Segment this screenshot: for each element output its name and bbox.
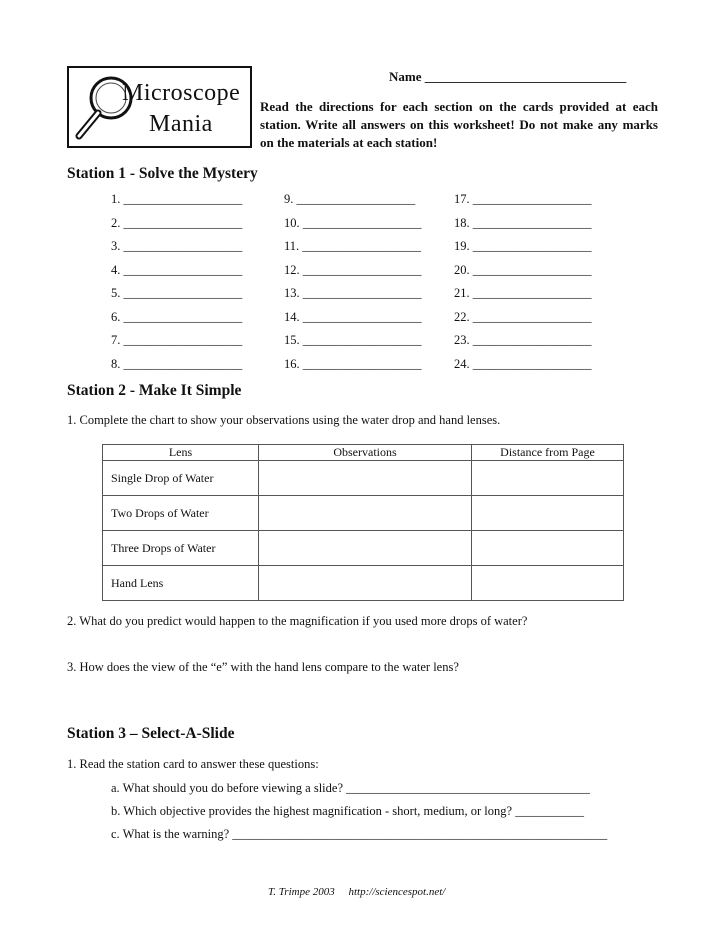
- distance-cell[interactable]: [472, 566, 624, 601]
- column-header-distance: Distance from Page: [472, 445, 624, 461]
- table-row: [103, 531, 624, 566]
- footer-author: T. Trimpe 2003: [268, 886, 335, 898]
- station1-answer-14[interactable]: 14. ___________________: [284, 309, 422, 324]
- station1-answer-10[interactable]: 10. ___________________: [284, 215, 422, 230]
- footer: [268, 886, 445, 898]
- microscope-mania-logo: [67, 66, 252, 148]
- station1-answer-22[interactable]: 22. ___________________: [454, 309, 592, 324]
- station1-answer-16[interactable]: 16. ___________________: [284, 356, 422, 371]
- station1-answer-2[interactable]: 2. ___________________: [111, 215, 243, 230]
- distance-cell[interactable]: [472, 496, 624, 531]
- station3-title: Station 3 – Select-A-Slide: [67, 725, 235, 742]
- name-field[interactable]: [389, 69, 626, 85]
- station3-question-1: 1. Read the station card to answer these questions:: [67, 757, 319, 771]
- observation-table: [102, 444, 624, 601]
- table-row: [103, 496, 624, 531]
- lens-cell: Hand Lens: [103, 566, 259, 601]
- station1-answer-8[interactable]: 8. ___________________: [111, 356, 243, 371]
- station2-title: Station 2 - Make It Simple: [67, 382, 242, 399]
- station3-question-a: a. What should you do before viewing a slide? _______________________________________: [111, 781, 590, 795]
- distance-cell[interactable]: [472, 531, 624, 566]
- station1-answer-12[interactable]: 12. ___________________: [284, 262, 422, 277]
- table-header-row: [103, 445, 624, 461]
- station1-answer-21[interactable]: 21. ___________________: [454, 286, 592, 300]
- station1-answer-20[interactable]: 20. ___________________: [454, 262, 592, 277]
- station1-answer-5[interactable]: 5. ___________________: [111, 286, 243, 300]
- station2-question-2: 2. What do you predict would happen to the magnification if you used more drops of water?: [67, 614, 528, 628]
- station1-answer-17[interactable]: 17. ___________________: [454, 192, 592, 206]
- observations-cell[interactable]: [259, 461, 472, 496]
- station2-question-1: 1. Complete the chart to show your observations using the water drop and hand lenses.: [67, 413, 501, 427]
- directions-text: Read the directions for each section on the cards provided at each station. Write all answers on this worksheet! Do not make any marks on the materials at each station!: [260, 99, 658, 150]
- observations-cell[interactable]: [259, 531, 472, 566]
- table-row: [103, 566, 624, 601]
- column-header-lens: Lens: [103, 445, 259, 461]
- station1-answer-18[interactable]: 18. ___________________: [454, 215, 592, 230]
- observations-cell[interactable]: [259, 496, 472, 531]
- station1-answer-7[interactable]: 7. ___________________: [111, 333, 243, 347]
- lens-cell: Single Drop of Water: [103, 461, 259, 496]
- station1-answer-19[interactable]: 19. ___________________: [454, 239, 592, 253]
- distance-cell[interactable]: [472, 461, 624, 496]
- footer-url[interactable]: http://sciencespot.net/: [348, 886, 446, 898]
- lens-cell: Two Drops of Water: [103, 496, 259, 531]
- logo-title-line2: Mania: [149, 111, 213, 137]
- station1-answer-3[interactable]: 3. ___________________: [111, 239, 243, 253]
- station1-answer-24[interactable]: 24. ___________________: [454, 356, 592, 371]
- station3-question-b: b. Which objective provides the highest magnification - short, medium, or long? ___________: [111, 804, 584, 818]
- station1-answer-15[interactable]: 15. ___________________: [284, 333, 422, 347]
- logo-title-line1: Microscope: [122, 80, 241, 106]
- name-blank: _______________________________: [424, 69, 627, 84]
- station1-answer-6[interactable]: 6. ___________________: [111, 309, 243, 324]
- station1-answer-13[interactable]: 13. ___________________: [284, 286, 422, 300]
- table-row: [103, 461, 624, 496]
- station1-title: Station 1 - Solve the Mystery: [67, 165, 258, 182]
- station1-answer-9[interactable]: 9. ___________________: [284, 192, 416, 206]
- name-label: Name: [389, 69, 422, 84]
- lens-cell: Three Drops of Water: [103, 531, 259, 566]
- station1-answer-11[interactable]: 11. ___________________: [284, 239, 422, 253]
- column-header-observations: Observations: [259, 445, 472, 461]
- station1-answer-1[interactable]: 1. ___________________: [111, 192, 243, 206]
- station2-question-3: 3. How does the view of the “e” with the hand lens compare to the water lens?: [67, 660, 459, 674]
- station1-answer-4[interactable]: 4. ___________________: [111, 262, 243, 277]
- station3-question-c: c. What is the warning? ____________________________________________________________: [111, 827, 608, 841]
- observations-cell[interactable]: [259, 566, 472, 601]
- station1-answer-23[interactable]: 23. ___________________: [454, 333, 592, 347]
